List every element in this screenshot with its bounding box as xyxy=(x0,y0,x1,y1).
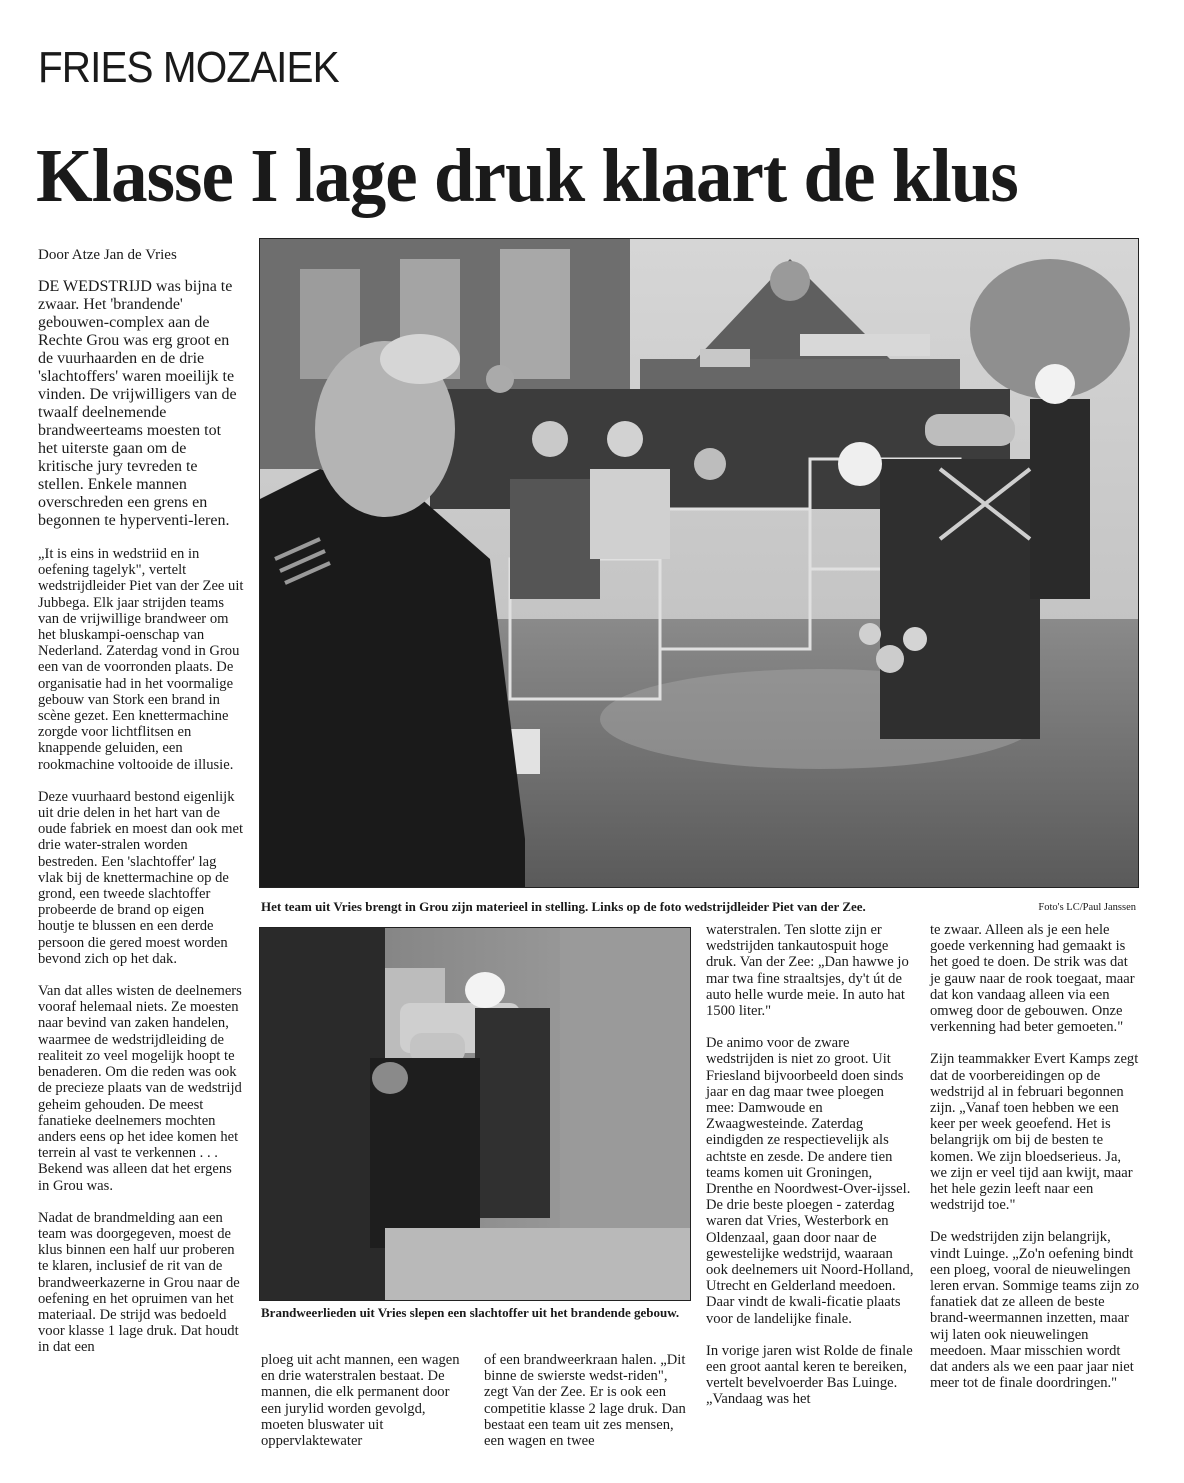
section-title: FRIES MOZAIEK xyxy=(38,43,339,92)
headline: Klasse I lage druk klaart de klus xyxy=(36,134,1018,218)
main-photo xyxy=(259,238,1139,888)
column-1 xyxy=(38,246,244,1372)
rescue-photo-image xyxy=(260,928,690,1300)
paragraph: Zijn teammakker Evert Kamps zegt dat de voorbereidingen op de wedstrijd al in februari begonnen zijn. „Vanaf toen hebben we een keer per week geoefend. Het is belangrijk om bij de besten te komen. We zijn bloedserieus. Ja, we zijn er veel tijd aan kwijt, maar het hele gezin leeft naar een wedstrijd toe." xyxy=(930,1051,1139,1214)
firefighters-photo-image xyxy=(260,239,1138,887)
column-3 xyxy=(484,1352,692,1465)
second-photo-caption: Brandweerlieden uit Vries slepen een slachtoffer uit het brandende gebouw. xyxy=(261,1305,680,1320)
paragraph: In vorige jaren wist Rolde de finale een groot aantal keren te bereiken, vertelt bevelvoerder Bas Luinge. „Vandaag was het xyxy=(706,1342,913,1408)
paragraph: te zwaar. Alleen als je een hele goede verkenning had gemaakt is het goed te doen. De strik was dat je gauw naar de rook toegaat, maar dat kon vandaag alleen via een omweg door de gebouwen. Onze verkenning had beter gemoeten." xyxy=(930,922,1135,1036)
paragraph: DE WEDSTRIJD was bijna te zwaar. Het 'brandende' gebouwen-complex aan de Rechte Grou was erg groot en de vuurhaarden en de drie 'slachtoffers' waren moeilijk te vinden. De vrijwilligers van de twaalf deelnemende brandweerteams moesten tot het uiterste gaan om de kritische jury tevreden te stellen. Enkele mannen overschreden een grens en begonnen te hyperventi-leren. xyxy=(38,278,237,529)
column-5 xyxy=(930,922,1140,1407)
paragraph: De animo voor de zware wedstrijden is niet zo groot. Uit Friesland bijvoorbeeld doen sinds jaar en dag maar twee ploegen mee: Damwoude en Zwaagwesteinde. Zaterdag eindigden ze respectievelijk als achtste en zesde. De andere tien teams komen uit Groningen, Drenthe en Noordwest-Over-ijssel. De drie beste ploegen - zaterdag waren dat Vries, Westerbork en Oldenzaal, gaan door naar de gewestelijke wedstrijd, waaraan ook deelnemers uit Noord-Holland, Utrecht en Gelderland meedoen. Daar vindt de kwali-ficatie plaats voor de landelijke finale. xyxy=(706,1035,914,1327)
column-4 xyxy=(706,922,914,1424)
column-2 xyxy=(261,1352,469,1465)
paragraph: De wedstrijden zijn belangrijk, vindt Luinge. „Zo'n oefening bindt een ploeg, vooral de nieuwelingen leren ervan. Sommige teams zijn zo fanatiek dat ze alleen de beste brand-weermannen inzetten, maar wij laten ook nieuwelingen meedoen. Maar misschien wordt dat anders als we een paar jaar niet meer tot de finale doordringen." xyxy=(930,1229,1140,1392)
main-photo-caption: Het team uit Vries brengt in Grou zijn materieel in stelling. Links op de foto wedstrijdleider Piet van der Zee. xyxy=(261,899,866,914)
paragraph: of een brandweerkraan halen. „Dit binne de swierste wedst-riden", zegt Van der Zee. Er is ook een competitie klasse 2 lage druk. Dan bestaat een team uit zes mensen, een wagen en twee xyxy=(484,1352,686,1450)
paragraph: Van dat alles wisten de deelnemers vooraf helemaal niets. Ze moesten naar bevind van zaken handelen, waarmee de wedstrijdleiding de realiteit zo veel mogelijk hoopt te benaderen. Om die reden was ook de precieze plaats van de wedstrijd geheim gehouden. De meest fanatieke deelnemers mochten anders eens op het idee komen het terrein al vast te verkennen . . . Bekend was alleen dat het ergens in Grou was. xyxy=(38,983,242,1194)
paragraph: „It is eins in wedstriid en in oefening tagelyk", vertelt wedstrijdleider Piet van der Zee uit Jubbega. Elk jaar strijden teams van de vrijwillige brandweer om het bluskampi-oenschap van Nederland. Zaterdag vond in Grou een van de voorronden plaats. De organisatie had in het voormalige gebouw van Stork een brand in scène gezet. Een knettermachine zorgde voor lichtflitsen en knappende geluiden, een rookmachine voltooide de illusie. xyxy=(38,546,244,773)
paragraph: ploeg uit acht mannen, een wagen en drie waterstralen bestaat. De mannen, die elk permanent door een jurylid worden gevolgd, moeten bluswater uit oppervlaktewater xyxy=(261,1352,460,1450)
paragraph: Nadat de brandmelding aan een team was doorgegeven, moest de klus binnen een half uur proberen te klaren, inclusief de rit van de brandweerkazerne in Grou naar de oefening en het opruimen van het materiaal. De strijd was bedoeld voor klasse 1 lage druk. Dat houdt in dat een xyxy=(38,1209,240,1356)
paragraph: Deze vuurhaard bestond eigenlijk uit drie delen in het hart van de oude fabriek en moest dan ook met drie water-stralen worden bestreden. Een 'slachtoffer' lag vlak bij de knettermachine op de grond, een tweede slachtoffer probeerde de brand op eigen houtje te blussen en een derde persoon die gered moest worden bevond zich op het dak. xyxy=(38,788,244,967)
paragraph: waterstralen. Ten slotte zijn er wedstrijden tankautospuit hoge druk. Van der Zee: „Dan hawwe jo mar twa fine straaltsjes, dy't út de auto helle wurde meie. In auto hat 1500 liter." xyxy=(706,922,909,1020)
byline: Door Atze Jan de Vries xyxy=(38,247,177,263)
second-photo xyxy=(259,927,691,1301)
photo-credit: Foto's LC/Paul Janssen xyxy=(1038,902,1136,913)
